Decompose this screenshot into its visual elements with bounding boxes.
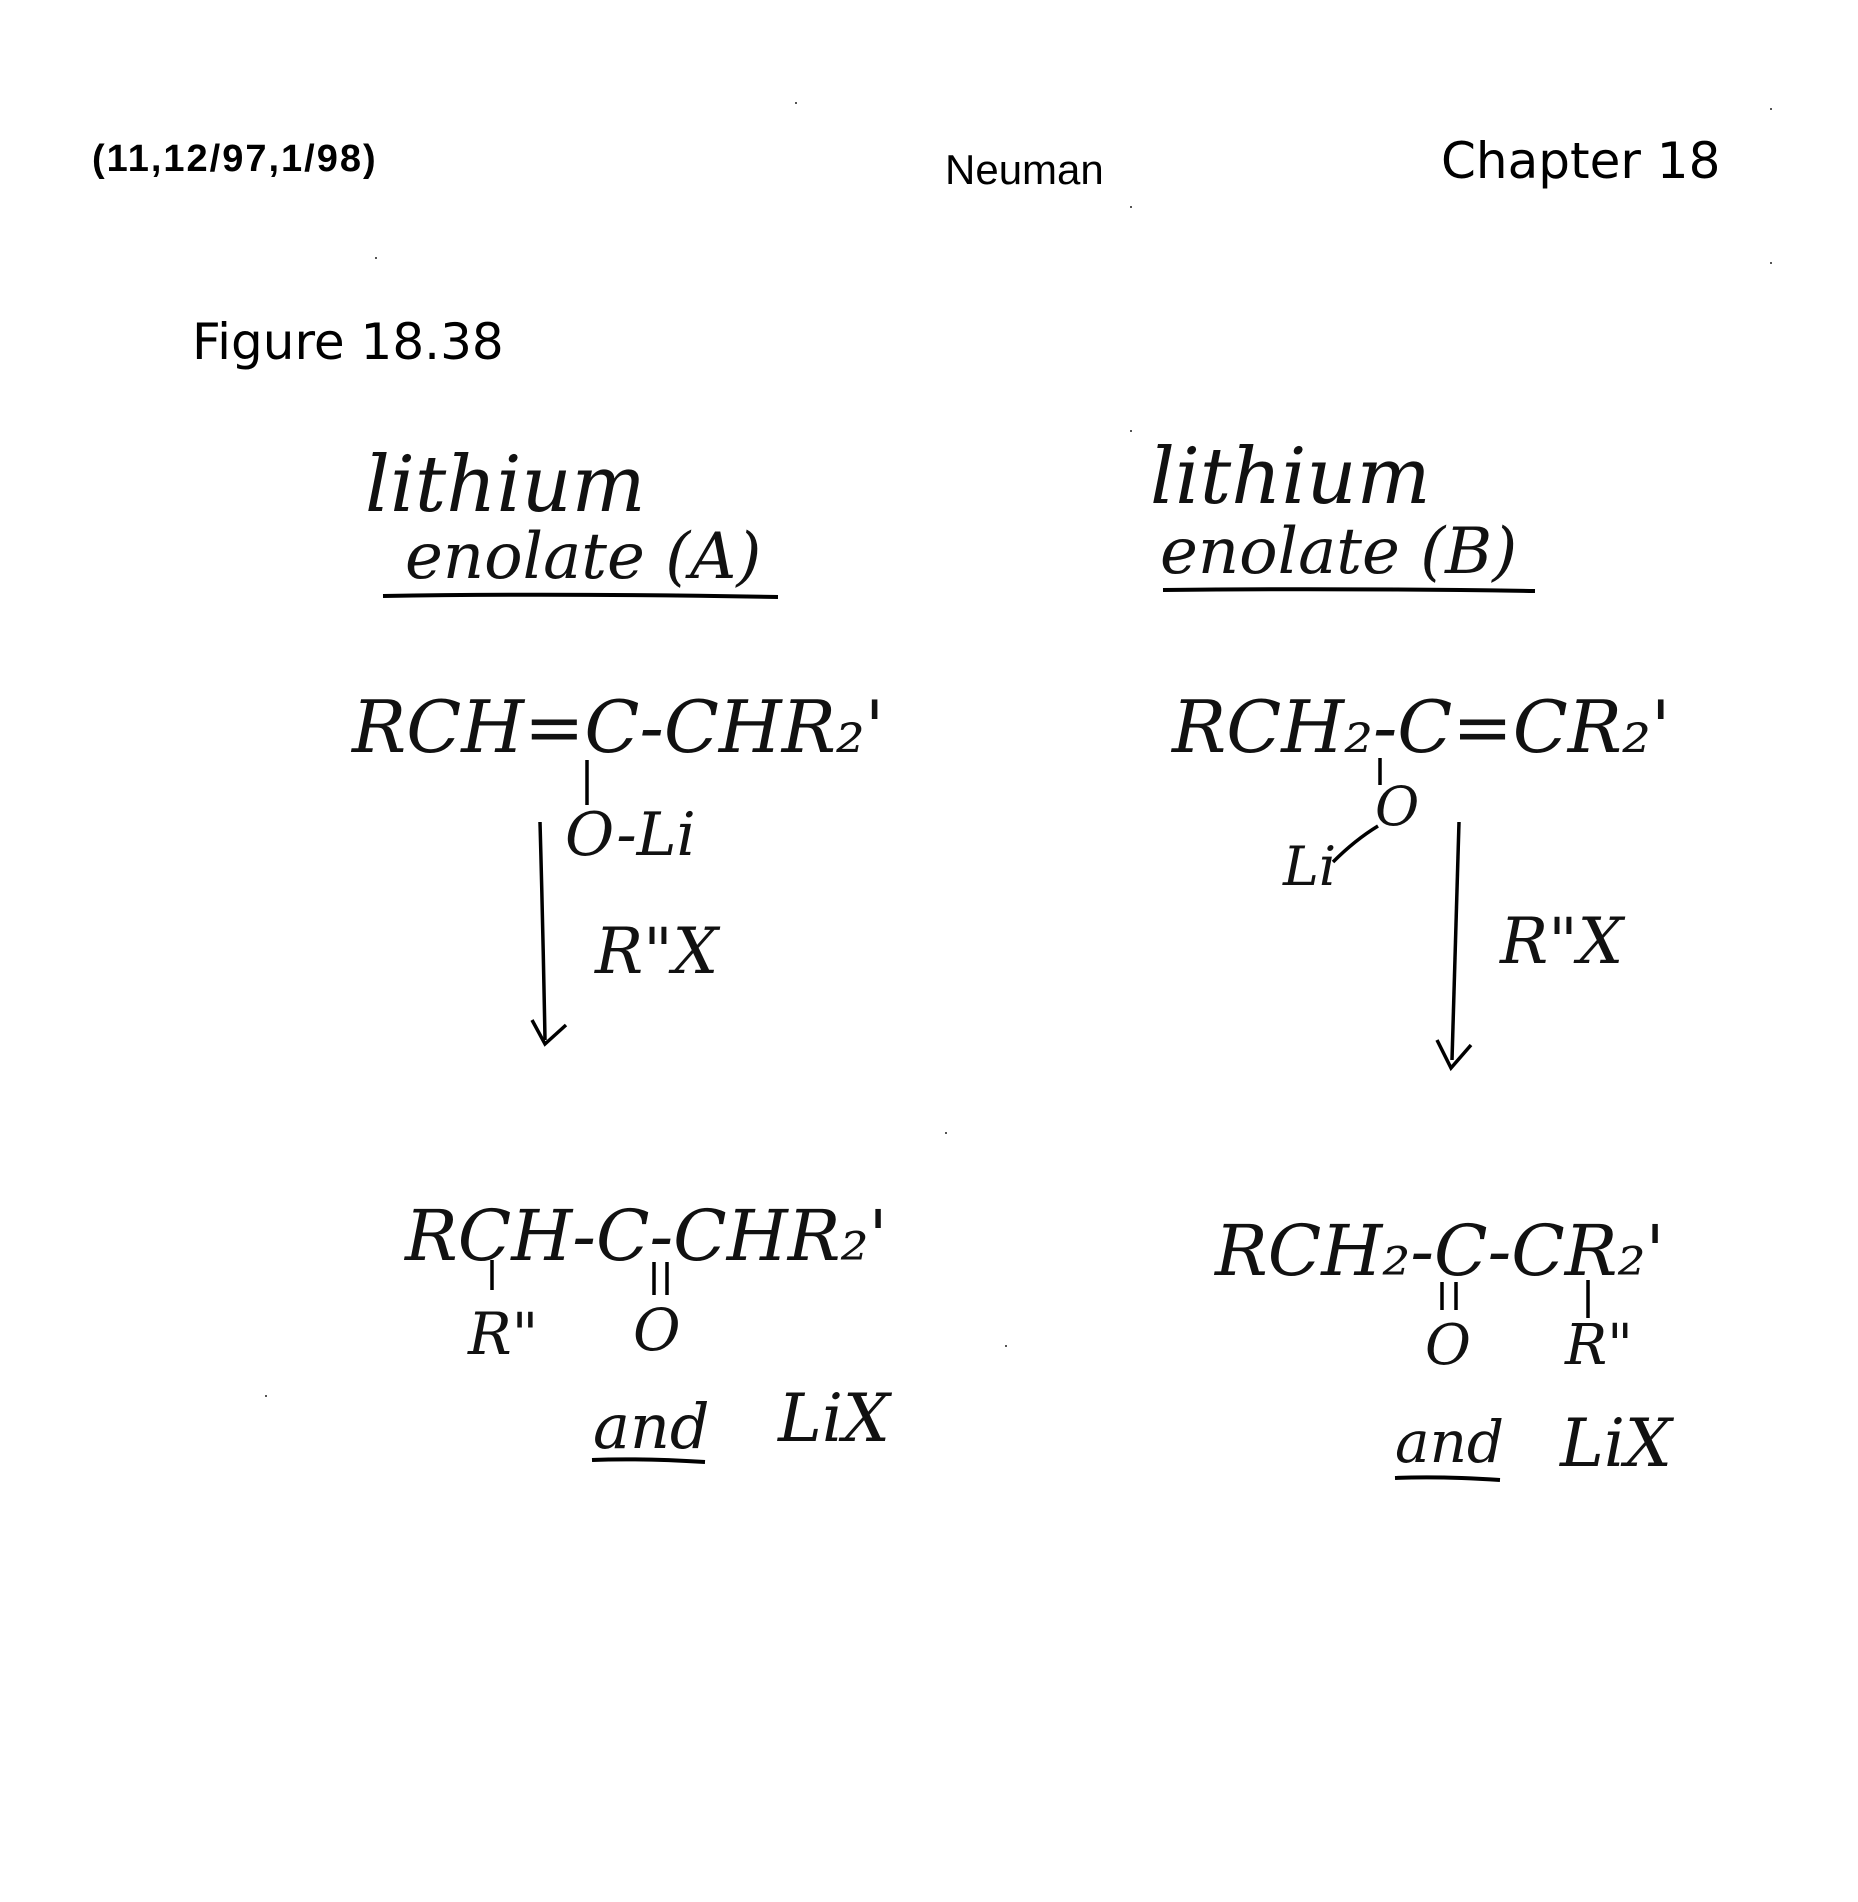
heading-b-line2: enolate (B) <box>1160 515 1518 589</box>
a-product-oxygen: O <box>633 1296 681 1364</box>
scan-speck <box>1770 108 1772 110</box>
b-reaction-arrow <box>1452 822 1459 1060</box>
header-author: Neuman <box>945 146 1104 193</box>
figure-title: Figure 18.38 <box>192 313 504 371</box>
scan-speck <box>1130 430 1132 432</box>
scan-speck <box>1130 206 1132 208</box>
a-byproduct: LiX <box>778 1380 890 1457</box>
scan-speck <box>945 1132 947 1134</box>
a-product-r-substituent: R" <box>468 1300 539 1368</box>
b-and-word: and <box>1395 1408 1505 1476</box>
scan-speck <box>265 1395 267 1397</box>
a-start-oli: O-Li <box>565 800 696 870</box>
b-start-lithium: Li <box>1283 835 1337 898</box>
heading-a-line1: lithium <box>365 440 646 530</box>
b-product-r-substituent: R" <box>1565 1313 1633 1378</box>
scan-speck <box>1770 262 1772 264</box>
header-chapter: Chapter 18 <box>1441 132 1721 190</box>
b-product-oxygen: O <box>1425 1313 1471 1378</box>
b-byproduct: LiX <box>1560 1405 1672 1482</box>
b-start-oxygen: O <box>1375 775 1420 838</box>
b-li-o-bond <box>1333 826 1378 862</box>
heading-a-line2: enolate (A) <box>405 520 762 594</box>
scan-speck <box>375 257 377 259</box>
a-reaction-arrow <box>540 822 545 1040</box>
heading-b-underline <box>1163 589 1535 591</box>
scan-speck <box>1005 1345 1007 1347</box>
a-arrowhead <box>532 1020 566 1044</box>
a-reagent: R"X <box>595 915 719 989</box>
b-product-formula: RCH₂-C-CR₂' <box>1215 1210 1665 1292</box>
a-and-word: and <box>593 1390 710 1463</box>
b-reagent: R"X <box>1500 905 1624 979</box>
a-product-formula: RCH-C-CHR₂' <box>405 1195 888 1277</box>
heading-b-line1: lithium <box>1150 432 1431 522</box>
a-start-formula: RCH=C-CHR₂' <box>352 685 885 769</box>
b-and-underline <box>1395 1477 1500 1480</box>
heading-a-underline <box>383 595 778 597</box>
scan-speck <box>795 102 797 104</box>
header-date-codes: (11,12/97,1/98) <box>92 138 378 180</box>
b-start-formula: RCH₂-C=CR₂' <box>1172 685 1671 769</box>
